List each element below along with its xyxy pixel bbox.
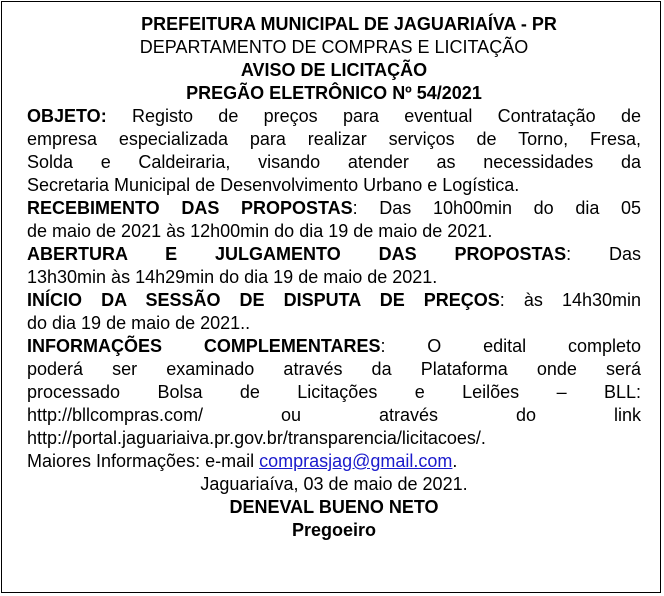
abertura-line-2: 13h30min às 14h29min do dia 19 de maio de 2021. [27, 267, 438, 287]
signer-role: Pregoeiro [291, 520, 377, 540]
contact-line [27, 450, 641, 473]
header-municipality: PREFEITURA MUNICIPAL DE JAGUARIAÍVA - PR [141, 14, 557, 34]
recebimento-label: RECEBIMENTO DAS PROPOSTAS [27, 198, 353, 218]
header-notice-title: AVISO DE LICITAÇÃO [240, 60, 428, 80]
recebimento-line-2: de maio de 2021 às 12h00min do dia 19 de maio de 2021. [27, 221, 493, 241]
objeto-line-4: Secretaria Municipal de Desenvolvimento Urbano e Logística. [27, 175, 520, 195]
info-line-1 [27, 335, 641, 358]
inicio-line-2: do dia 19 de maio de 2021.. [27, 313, 251, 333]
abertura-label: ABERTURA E JULGAMENTO DAS PROPOSTAS [27, 244, 567, 264]
inicio-label: INÍCIO DA SESSÃO DE DISPUTA DE PREÇOS [27, 290, 500, 310]
objeto-line-2: empresa especializada para realizar serviços de Torno, Fresa, [27, 129, 641, 149]
inicio-text-1: : às 14h30min [499, 290, 642, 310]
info-line-5: http://portal.jaguariaiva.pr.gov.br/transparencia/licitacoes/. [27, 428, 486, 448]
info-line-2: poderá ser examinado através da Plataforma onde será [27, 359, 641, 379]
header-auction-number: PREGÃO ELETRÔNICO Nº 54/2021 [186, 83, 482, 103]
notice-content [27, 13, 641, 542]
info-line-4: http://bllcompras.com/ ou através do link [27, 405, 641, 425]
abertura-text-1: : Das [566, 244, 641, 264]
notice-frame [1, 1, 661, 593]
info-line-3: processado Bolsa de Licitações e Leilões – BLL: [27, 382, 641, 402]
recebimento-text-1: : Das 10h00min do dia 05 [352, 198, 641, 218]
email-link[interactable]: comprasjag@gmail.com [259, 451, 453, 471]
objeto-label: OBJETO: [27, 106, 107, 126]
header-department: DEPARTAMENTO DE COMPRAS E LICITAÇÃO [139, 37, 529, 57]
inicio-line-1 [27, 289, 641, 312]
abertura-line-1 [27, 243, 641, 266]
objeto-line-3: Solda e Caldeiraria, visando atender as necessidades da [27, 152, 641, 172]
contact-suffix: . [452, 451, 458, 471]
info-text-1: : O edital completo [380, 336, 641, 356]
place-date: Jaguariaíva, 03 de maio de 2021. [200, 474, 468, 494]
objeto-line-1 [27, 105, 641, 128]
info-label: INFORMAÇÕES COMPLEMENTARES [27, 336, 381, 356]
signer-name: DENEVAL BUENO NETO [229, 497, 439, 517]
contact-prefix: Maiores Informações: e-mail [27, 451, 260, 471]
recebimento-line-1 [27, 197, 641, 220]
objeto-text-1: Registo de preços para eventual Contratação de [106, 106, 641, 126]
